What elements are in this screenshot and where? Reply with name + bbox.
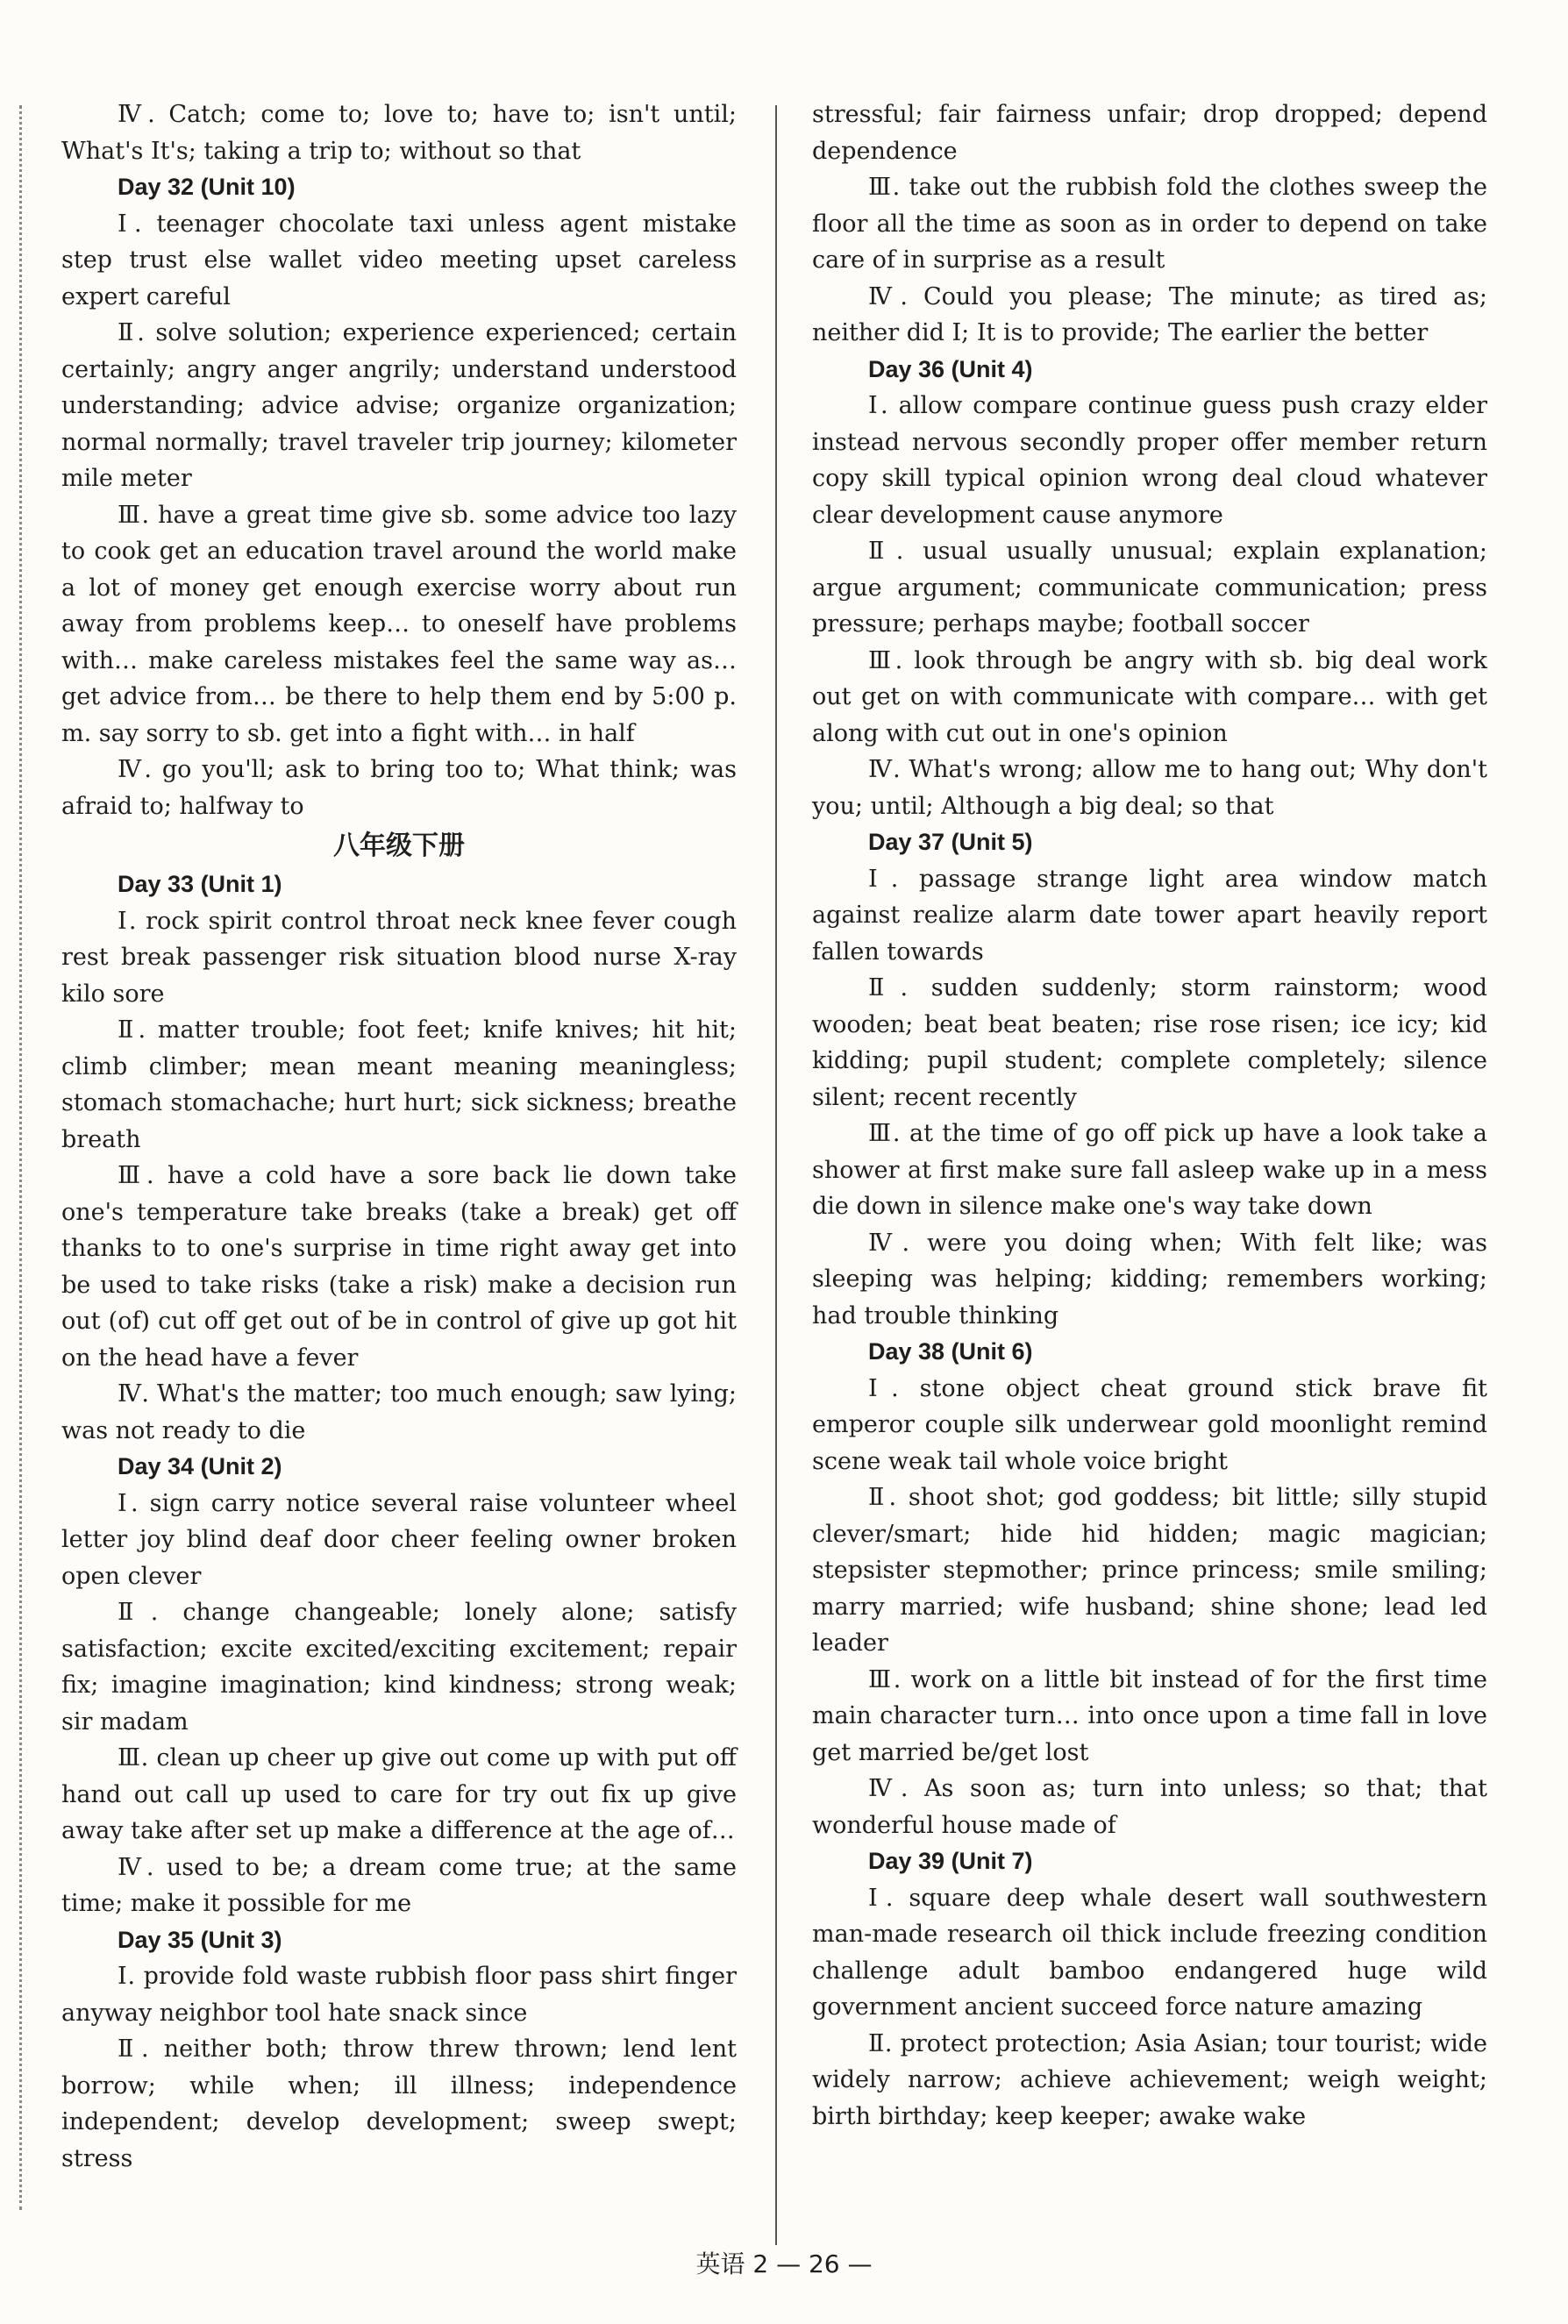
- answer-paragraph: Ⅱ. protect protection; Asia Asian; tour tourist; wide widely narrow; achieve achievement; weigh weight; birth birthday; keep keeper; awake wake: [812, 2029, 1487, 2130]
- answer-paragraph: Ⅱ. sudden suddenly; storm rainstorm; wood wooden; beat beat beaten; rise rose risen; ice icy; kid kidding; pupil student; complete completely; silence silent; recent recently: [812, 974, 1487, 1111]
- answer-paragraph: Ⅰ. teenager chocolate taxi unless agent mistake step trust else wallet video meeting upset careless expert careful: [61, 210, 737, 310]
- day-heading: Day 36 (Unit 4): [868, 355, 1033, 382]
- section-title: 八年级下册: [333, 831, 465, 861]
- answer-paragraph: Ⅱ. solve solution; experience experienced; certain certainly; angry anger angrily; understand understood understanding; advice advise; organize organization; normal normally; travel traveler trip journey; kilometer mile meter: [61, 319, 737, 492]
- answer-paragraph: Ⅰ. passage strange light area window match against realize alarm date tower apart heavily report fallen towards: [812, 865, 1487, 966]
- day-heading: Day 35 (Unit 3): [118, 1926, 282, 1953]
- answer-paragraph: Ⅱ. change changeable; lonely alone; satisfy satisfaction; excite excited/exciting excitement; repair fix; imagine imagination; kind kindness; strong weak; sir madam: [61, 1599, 737, 1736]
- answer-paragraph: Ⅳ. Could you please; The minute; as tired as; neither did I; It is to provide; The earlier the better: [812, 282, 1487, 346]
- day-heading: Day 39 (Unit 7): [868, 1848, 1033, 1874]
- answer-paragraph: Ⅳ. used to be; a dream come true; at the same time; make it possible for me: [61, 1853, 737, 1917]
- answer-paragraph: Ⅱ. matter trouble; foot feet; knife knives; hit hit; climb climber; mean meant meaning meaningless; stomach stomachache; hurt hurt; sick sickness; breathe breath: [61, 1016, 737, 1153]
- answer-paragraph: Ⅲ. have a cold have a sore back lie down take one's temperature take breaks (take a break) get off thanks to to one's surprise in time right away get into be used to take risks (take a risk) make a decision run out (of) cut off get out of be in control of give up got hit on the head have a fever: [61, 1162, 737, 1372]
- answer-paragraph: Ⅳ. go you'll; ask to bring too to; What think; was afraid to; halfway to: [61, 756, 737, 820]
- answer-paragraph: Ⅳ. What's wrong; allow me to hang out; Why don't you; until; Although a big deal; so that: [812, 756, 1487, 820]
- day-heading: Day 38 (Unit 6): [868, 1338, 1033, 1365]
- column-divider: [775, 105, 777, 2245]
- margin-dotted-line: [19, 105, 22, 2210]
- answer-paragraph: Ⅳ. What's the matter; too much enough; saw lying; was not ready to die: [61, 1380, 737, 1444]
- day-heading: Day 32 (Unit 10): [118, 174, 296, 200]
- answer-paragraph: Ⅱ. shoot shot; god goddess; bit little; silly stupid clever/smart; hide hid hidden; magic magician; stepsister stepmother; prince princess; smile smiling; marry married; wife husband; shine shone; lead led leader: [812, 1484, 1487, 1657]
- day-heading: Day 33 (Unit 1): [118, 871, 282, 897]
- answer-paragraph: Ⅱ. usual usually unusual; explain explanation; argue argument; communicate communication; press pressure; perhaps maybe; football soccer: [812, 538, 1487, 638]
- answer-paragraph: Ⅰ. stone object cheat ground stick brave fit emperor couple silk underwear gold moonlight remind scene weak tail whole voice bright: [812, 1374, 1487, 1475]
- answer-paragraph: Ⅲ. take out the rubbish fold the clothes sweep the floor all the time as soon as in order to depend on take care of in surprise as a result: [812, 174, 1487, 274]
- day-heading: Day 37 (Unit 5): [868, 829, 1033, 855]
- answer-paragraph: Ⅰ. provide fold waste rubbish floor pass shirt finger anyway neighbor tool hate snack since: [61, 1963, 737, 2027]
- answer-paragraph: Ⅰ. rock spirit control throat neck knee fever cough rest break passenger risk situation blood nurse X-ray kilo sore: [61, 907, 737, 1008]
- answer-paragraph: Ⅱ. neither both; throw threw thrown; lend lent borrow; while when; ill illness; independence independent; develop development; sweep swept; stress: [61, 2035, 737, 2172]
- answer-paragraph: Ⅳ. were you doing when; With felt like; was sleeping was helping; kidding; remembers working; had trouble thinking: [812, 1229, 1487, 1330]
- answer-paragraph: Ⅲ. look through be angry with sb. big deal work out get on with communicate with compare… with get along with cut out in one's opinion: [812, 646, 1487, 747]
- answer-paragraph: Ⅰ. square deep whale desert wall southwestern man-made research oil thick include freezing condition challenge adult bamboo endangered huge wild government ancient succeed force nature amazing: [812, 1884, 1487, 2021]
- answer-paragraph: stressful; fair fairness unfair; drop dropped; depend dependence: [812, 101, 1487, 165]
- answer-paragraph: Ⅳ. Catch; come to; love to; have to; isn't until; What's It's; taking a trip to; without so that: [61, 101, 737, 165]
- answer-paragraph: Ⅲ. work on a little bit instead of for the first time main character turn… into once upon a time fall in love get married be/get lost: [812, 1665, 1487, 1766]
- answer-paragraph: Ⅲ. clean up cheer up give out come up with put off hand out call up used to care for try out fix up give away take after set up make a difference at the age of…: [61, 1744, 737, 1844]
- answer-paragraph: Ⅲ. have a great time give sb. some advice too lazy to cook get an education travel around the world make a lot of money get enough exercise worry about run away from problems keep… to oneself have problems with… make careless mistakes feel the same way as… get advice from… be there to help them end by 5:00 p. m. say sorry to sb. get into a fight with… in half: [61, 501, 737, 747]
- answer-paragraph: Ⅳ. As soon as; turn into unless; so that; that wonderful house made of: [812, 1775, 1487, 1839]
- answer-paragraph: Ⅲ. at the time of go off pick up have a look take a shower at first make sure fall asleep wake up in a mess die down in silence make one's way take down: [812, 1120, 1487, 1220]
- left-column: [61, 96, 737, 2177]
- day-heading: Day 34 (Unit 2): [118, 1453, 282, 1479]
- answer-paragraph: Ⅰ. allow compare continue guess push crazy elder instead nervous secondly proper offer member return copy skill typical opinion wrong deal cloud whatever clear development cause anymore: [812, 392, 1487, 529]
- page-footer: 英语 2 — 26 —: [695, 2249, 873, 2278]
- right-column: [812, 96, 1487, 2135]
- answer-paragraph: Ⅰ. sign carry notice several raise volunteer wheel letter joy blind deaf door cheer feeling owner broken open clever: [61, 1489, 737, 1590]
